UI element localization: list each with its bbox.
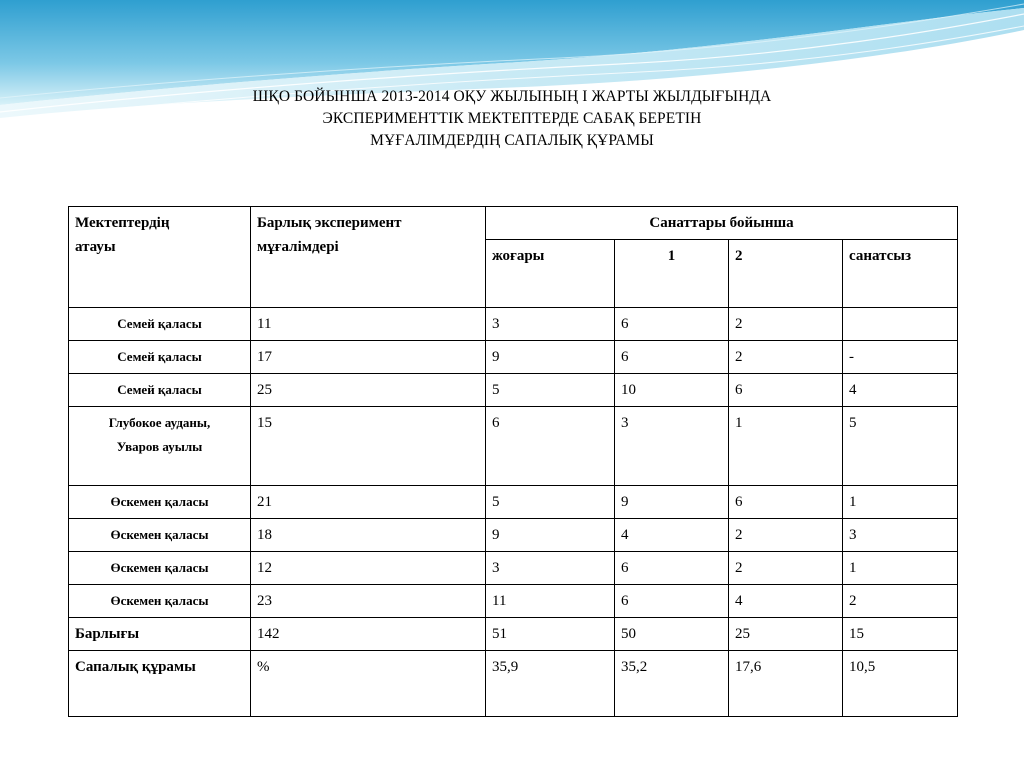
- quality-higher: 35,9: [486, 651, 615, 717]
- cell-total: 11: [251, 308, 486, 341]
- cell-higher: 9: [486, 519, 615, 552]
- school-name: Өскемен қаласы: [69, 552, 251, 585]
- header-total-line2: мұғалімдері: [257, 239, 339, 255]
- table-row: [69, 341, 958, 374]
- cell-higher: 3: [486, 308, 615, 341]
- table-row: [69, 519, 958, 552]
- cell-second: 2: [729, 519, 843, 552]
- table-header-row: [69, 207, 958, 240]
- cell-total: 15: [251, 407, 486, 486]
- header-categories: Санаттары бойынша: [486, 207, 958, 240]
- cell-none: 5: [843, 407, 958, 486]
- title-line-2: ЭКСПЕРИМЕНТТІК МЕКТЕПТЕРДЕ САБАҚ БЕРЕТІН: [322, 110, 702, 127]
- totals-second: 25: [729, 618, 843, 651]
- cell-first: 6: [615, 552, 729, 585]
- cell-second: 4: [729, 585, 843, 618]
- cell-total: 21: [251, 486, 486, 519]
- cell-total: 17: [251, 341, 486, 374]
- cell-second: 6: [729, 374, 843, 407]
- cell-total: 23: [251, 585, 486, 618]
- cell-none: 1: [843, 486, 958, 519]
- quality-first: 35,2: [615, 651, 729, 717]
- header-school-name-line2: атауы: [75, 239, 116, 255]
- totals-higher: 51: [486, 618, 615, 651]
- cell-higher: 9: [486, 341, 615, 374]
- quality-none: 10,5: [843, 651, 958, 717]
- cell-higher: 5: [486, 486, 615, 519]
- cell-total: 18: [251, 519, 486, 552]
- table-row: [69, 308, 958, 341]
- title-line-3: МҰҒАЛІМДЕРДІҢ САПАЛЫҚ ҚҰРАМЫ: [370, 132, 654, 149]
- school-name-line2: Уваров ауылы: [116, 439, 203, 454]
- cell-none: -: [843, 341, 958, 374]
- header-school-name-line1: Мектептердің: [75, 215, 170, 231]
- cell-first: 6: [615, 585, 729, 618]
- cell-higher: 11: [486, 585, 615, 618]
- cell-second: 2: [729, 341, 843, 374]
- header-school-name: [69, 207, 251, 308]
- cell-higher: 6: [486, 407, 615, 486]
- totals-label: Барлығы: [69, 618, 251, 651]
- teachers-table: [68, 206, 958, 717]
- cell-second: 1: [729, 407, 843, 486]
- header-none: санатсыз: [843, 240, 958, 308]
- cell-first: 6: [615, 341, 729, 374]
- cell-first: 3: [615, 407, 729, 486]
- cell-second: 2: [729, 552, 843, 585]
- cell-first: 10: [615, 374, 729, 407]
- quality-row: [69, 651, 958, 717]
- totals-none: 15: [843, 618, 958, 651]
- totals-first: 50: [615, 618, 729, 651]
- table-row: [69, 585, 958, 618]
- header-higher: жоғары: [486, 240, 615, 308]
- school-name: Өскемен қаласы: [69, 585, 251, 618]
- cell-total: 25: [251, 374, 486, 407]
- table-row: [69, 407, 958, 486]
- cell-first: 6: [615, 308, 729, 341]
- title-line-1: ШҚО БОЙЫНША 2013-2014 ОҚУ ЖЫЛЫНЫҢ І ЖАРТЫ ЖЫЛДЫҒЫНДА: [252, 88, 772, 105]
- cell-total: 12: [251, 552, 486, 585]
- cell-higher: 5: [486, 374, 615, 407]
- school-name: Өскемен қаласы: [69, 519, 251, 552]
- school-name: Семей қаласы: [69, 341, 251, 374]
- totals-row: [69, 618, 958, 651]
- school-name: [69, 407, 251, 486]
- cell-first: 9: [615, 486, 729, 519]
- quality-second: 17,6: [729, 651, 843, 717]
- header-total-line1: Барлық эксперимент: [257, 215, 402, 231]
- totals-total: 142: [251, 618, 486, 651]
- cell-first: 4: [615, 519, 729, 552]
- header-second: 2: [729, 240, 843, 308]
- header-total-teachers: [251, 207, 486, 308]
- school-name: Семей қаласы: [69, 308, 251, 341]
- table-row: [69, 486, 958, 519]
- cell-none: [843, 308, 958, 341]
- quality-total: %: [251, 651, 486, 717]
- cell-none: 1: [843, 552, 958, 585]
- school-name: Өскемен қаласы: [69, 486, 251, 519]
- page-title: [0, 86, 1024, 152]
- table-row: [69, 374, 958, 407]
- cell-second: 2: [729, 308, 843, 341]
- header-first: 1: [615, 240, 729, 308]
- cell-none: 2: [843, 585, 958, 618]
- cell-higher: 3: [486, 552, 615, 585]
- table-row: [69, 552, 958, 585]
- school-name: Семей қаласы: [69, 374, 251, 407]
- quality-label: Сапалық құрамы: [69, 651, 251, 717]
- school-name-line1: Глубокое ауданы,: [108, 415, 211, 430]
- cell-second: 6: [729, 486, 843, 519]
- cell-none: 4: [843, 374, 958, 407]
- cell-none: 3: [843, 519, 958, 552]
